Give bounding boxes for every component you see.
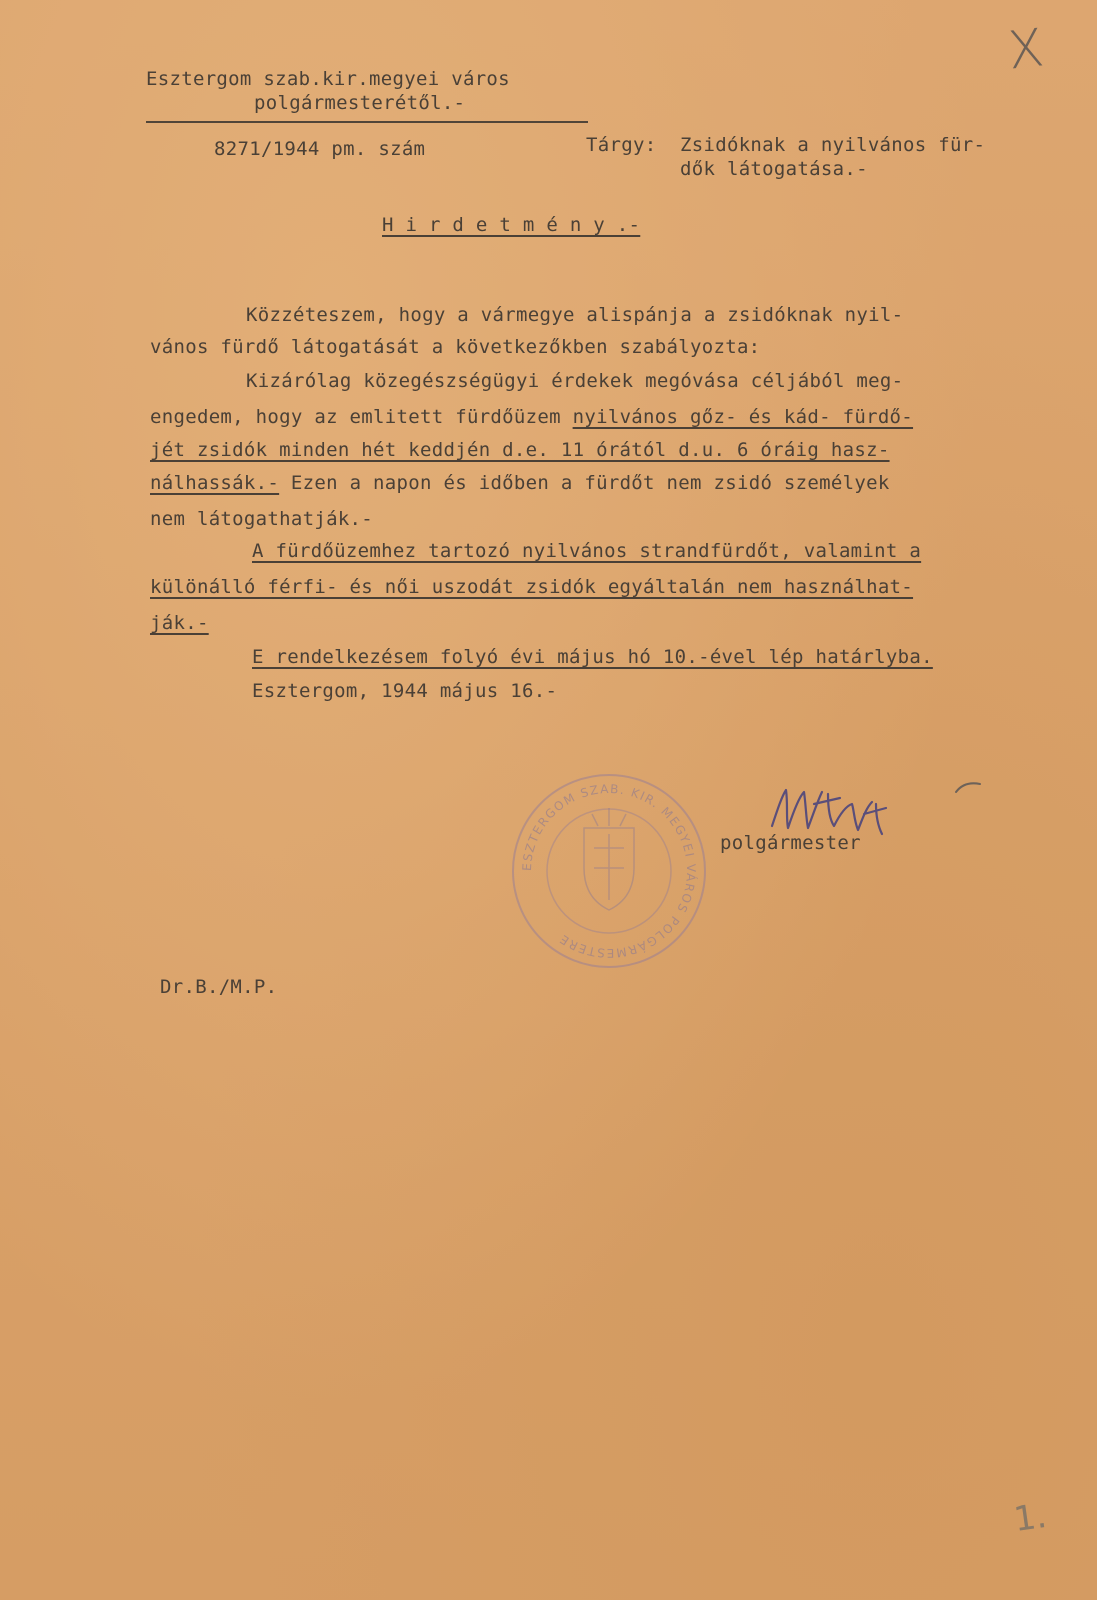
body-p2-line-5: nem látogathatják.- <box>150 508 374 530</box>
notice-title: H i r d e t m é n y .- <box>382 214 641 236</box>
page-number-mark: 1. <box>1011 1495 1050 1541</box>
subject-line-1: Zsidóknak a nyilvános für- <box>680 134 986 156</box>
body-p3-line-2: különálló férfi- és női uszodát zsidók egyáltalán nem használhat- <box>150 576 914 598</box>
signer-title: polgármester <box>720 832 861 854</box>
reference-number: 8271/1944 pm. szám <box>214 138 426 160</box>
typist-initials: Dr.B./M.P. <box>160 976 278 998</box>
header-rule <box>146 121 588 123</box>
body-p2-line-4a: nálhassák.- <box>150 472 280 494</box>
body-p3-line-3: ják.- <box>150 612 209 634</box>
body-p1-line-1: Közzéteszem, hogy a vármegye alispánja a zsidóknak nyil- <box>246 304 904 326</box>
body-p1-line-2: vános fürdő látogatását a következőkben szabályozta: <box>150 336 761 358</box>
corner-x-mark: X <box>1004 18 1047 82</box>
subject-line-2: dők látogatása.- <box>680 158 868 180</box>
body-p2-line-2a: engedem, hogy az emlitett fürdőüzem <box>150 406 573 428</box>
official-stamp <box>506 768 712 974</box>
body-p2-line-3: jét zsidók minden hét keddjén d.e. 11 órától d.u. 6 óráig hasz- <box>150 439 890 461</box>
tick-mark <box>952 778 986 798</box>
body-p3-line-1: A fürdőüzemhez tartozó nyilvános strandfürdőt, valamint a <box>252 540 922 562</box>
body-p2-line-2 <box>150 406 913 428</box>
body-p2-line-2b: nyilvános gőz- és kád- fürdő- <box>572 406 914 428</box>
coat-of-arms-icon <box>584 808 634 910</box>
body-p4-line-1: E rendelkezésem folyó évi május hó 10.-ével lép határlyba. <box>252 646 933 668</box>
place-and-date: Esztergom, 1944 május 16.- <box>252 680 558 702</box>
body-p2-line-1: Kizárólag közegészségügyi érdekek megóvása céljából meg- <box>246 370 904 392</box>
subject-label: Tárgy: <box>586 134 657 156</box>
body-p2-line-4 <box>150 472 890 494</box>
body-p2-line-4b: Ezen a napon és időben a fürdőt nem zsidó személyek <box>279 472 890 494</box>
issuer-line-2: polgármesterétől.- <box>254 92 466 114</box>
issuer-line-1: Esztergom szab.kir.megyei város <box>146 68 510 90</box>
stamp-circular-text: ESZTERGOM SZAB. KIR. MEGYEI VÁROS POLGÁRMESTERE <box>519 781 699 961</box>
